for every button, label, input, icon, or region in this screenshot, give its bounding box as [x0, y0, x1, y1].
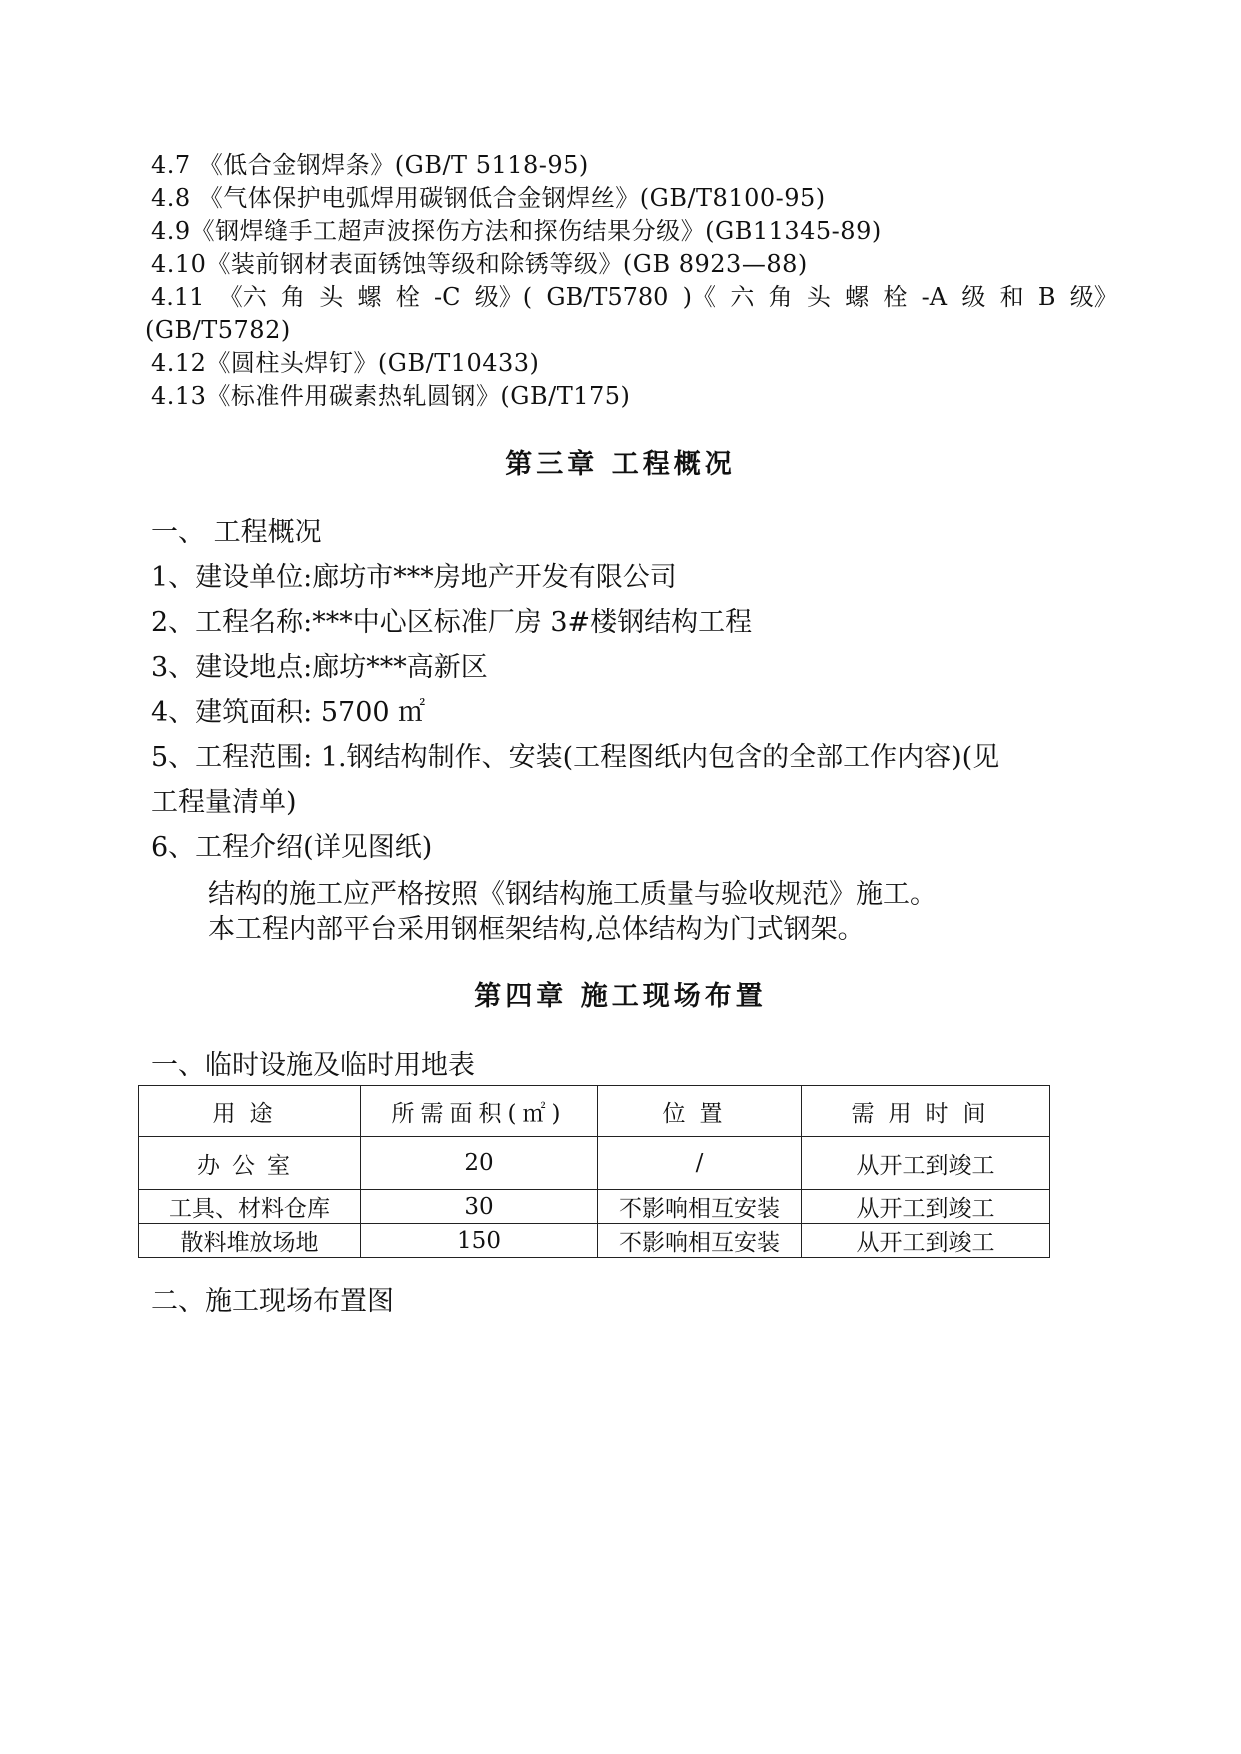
item-project-name: 2、工程名称:***中心区标准厂房 3#楼钢结构工程 [151, 607, 753, 638]
item-location: 3、建设地点:廊坊***高新区 [151, 652, 488, 683]
chapter-3-title: 第三章 工程概况 [505, 449, 736, 480]
item-scope-cont: 工程量清单) [151, 787, 297, 818]
cell-time: 从开工到竣工 [802, 1224, 1050, 1258]
standard-4-11: 4.11 《六 角 头 螺 栓 -C 级》( GB/T5780 )《 六 角 头 螺 栓 -A 级 和 B 级》 [151, 283, 1118, 311]
cell-area: 150 [361, 1224, 598, 1258]
table-header-row [139, 1086, 1050, 1137]
cell-area: 20 [361, 1137, 598, 1190]
cell-position: 不影响相互安装 [598, 1224, 802, 1258]
chapter-4-title: 第四章 施工现场布置 [474, 981, 767, 1012]
cell-purpose: 办公室 [139, 1137, 361, 1190]
section-overview: 一、 工程概况 [151, 517, 322, 548]
section-site-layout: 二、施工现场布置图 [151, 1286, 394, 1317]
header-purpose: 用途 [139, 1086, 361, 1137]
table-row [139, 1190, 1050, 1224]
standard-4-7: 4.7 《低合金钢焊条》(GB/T 5118-95) [151, 151, 589, 179]
temp-facilities-table [138, 1085, 1050, 1258]
item-intro: 6、工程介绍(详见图纸) [151, 832, 433, 863]
cell-purpose: 工具、材料仓库 [139, 1190, 361, 1224]
table-row [139, 1137, 1050, 1190]
standard-4-9: 4.9《钢焊缝手工超声波探伤方法和探伤结果分级》(GB11345-89) [151, 217, 882, 245]
standard-4-10: 4.10《装前钢材表面锈蚀等级和除锈等级》(GB 8923—88) [151, 250, 808, 278]
header-time: 需用时间 [802, 1086, 1050, 1137]
standard-4-12: 4.12《圆柱头焊钉》(GB/T10433) [151, 349, 540, 377]
cell-position: 不影响相互安装 [598, 1190, 802, 1224]
cell-position: / [598, 1137, 802, 1190]
standard-4-11-cont: (GB/T5782) [145, 316, 291, 344]
intro-paragraph-2: 本工程内部平台采用钢框架结构,总体结构为门式钢架。 [208, 914, 865, 945]
item-area: 4、建筑面积: 5700 ㎡ [151, 697, 426, 728]
header-position: 位置 [598, 1086, 802, 1137]
table-row [139, 1224, 1050, 1258]
item-scope: 5、工程范围: 1.钢结构制作、安装(工程图纸内包含的全部工作内容)(见 [151, 742, 1000, 773]
cell-time: 从开工到竣工 [802, 1137, 1050, 1190]
cell-area: 30 [361, 1190, 598, 1224]
cell-time: 从开工到竣工 [802, 1190, 1050, 1224]
cell-purpose: 散料堆放场地 [139, 1224, 361, 1258]
intro-paragraph-1: 结构的施工应严格按照《钢结构施工质量与验收规范》施工。 [208, 879, 937, 910]
section-temp-facilities: 一、临时设施及临时用地表 [151, 1050, 475, 1081]
header-area: 所需面积(㎡) [361, 1086, 598, 1137]
item-client: 1、建设单位:廊坊市***房地产开发有限公司 [151, 562, 677, 593]
standard-4-8: 4.8 《气体保护电弧焊用碳钢低合金钢焊丝》(GB/T8100-95) [151, 184, 826, 212]
standard-4-13: 4.13《标准件用碳素热轧圆钢》(GB/T175) [151, 382, 631, 410]
